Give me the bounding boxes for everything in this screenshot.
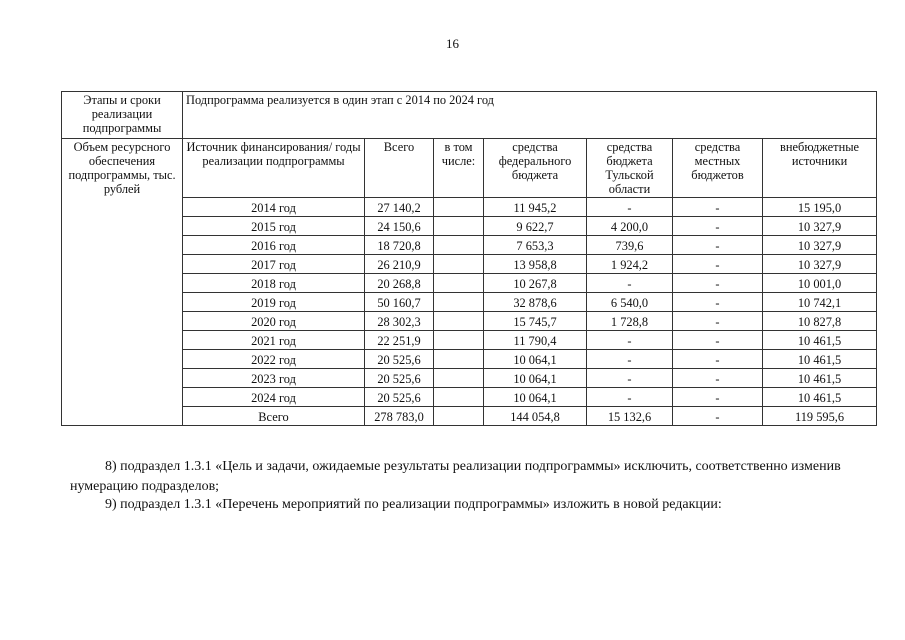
year-cell: 2018 год [183, 274, 365, 293]
including-cell [434, 274, 484, 293]
year-cell: 2016 год [183, 236, 365, 255]
local-cell: - [673, 198, 763, 217]
year-cell: Всего [183, 407, 365, 426]
table-row [62, 236, 877, 255]
header-including: в том числе: [434, 139, 484, 198]
local-cell: - [673, 331, 763, 350]
federal-cell: 9 622,7 [484, 217, 587, 236]
federal-cell: 11 790,4 [484, 331, 587, 350]
header-federal: средства федерального бюджета [484, 139, 587, 198]
extra-cell: 10 001,0 [763, 274, 877, 293]
local-cell: - [673, 274, 763, 293]
extra-cell: 10 327,9 [763, 236, 877, 255]
extra-cell: 10 461,5 [763, 331, 877, 350]
including-cell [434, 312, 484, 331]
header-extra: внебюджетные источники [763, 139, 877, 198]
extra-cell: 119 595,6 [763, 407, 877, 426]
local-cell: - [673, 407, 763, 426]
paragraph-9: 9) подраздел 1.3.1 «Перечень мероприятий по реализации подпрограммы» изложить в новой редакции: [105, 497, 722, 512]
table-row [62, 217, 877, 236]
table-row [62, 274, 877, 293]
stages-label: Этапы и сроки реализации подпрограммы [62, 92, 183, 139]
local-cell: - [673, 217, 763, 236]
regional-cell: - [587, 388, 673, 407]
total-cell: 22 251,9 [365, 331, 434, 350]
resource-table [61, 91, 877, 426]
year-cell: 2021 год [183, 331, 365, 350]
table-row [62, 293, 877, 312]
including-cell [434, 293, 484, 312]
extra-cell: 10 461,5 [763, 388, 877, 407]
federal-cell: 32 878,6 [484, 293, 587, 312]
page-number: 16 [446, 36, 459, 51]
total-cell: 20 525,6 [365, 388, 434, 407]
table-row [62, 369, 877, 388]
table-row [62, 350, 877, 369]
extra-cell: 10 327,9 [763, 217, 877, 236]
local-cell: - [673, 312, 763, 331]
year-cell: 2014 год [183, 198, 365, 217]
federal-cell: 10 267,8 [484, 274, 587, 293]
table-row [62, 198, 877, 217]
regional-cell: 1 924,2 [587, 255, 673, 274]
extra-cell: 15 195,0 [763, 198, 877, 217]
federal-cell: 13 958,8 [484, 255, 587, 274]
extra-cell: 10 827,8 [763, 312, 877, 331]
federal-cell: 11 945,2 [484, 198, 587, 217]
local-cell: - [673, 369, 763, 388]
including-cell [434, 369, 484, 388]
regional-cell: 1 728,8 [587, 312, 673, 331]
table-row [62, 407, 877, 426]
regional-cell: - [587, 331, 673, 350]
local-cell: - [673, 293, 763, 312]
extra-cell: 10 461,5 [763, 369, 877, 388]
including-cell [434, 388, 484, 407]
table-row [62, 388, 877, 407]
year-cell: 2019 год [183, 293, 365, 312]
total-cell: 18 720,8 [365, 236, 434, 255]
regional-cell: - [587, 198, 673, 217]
year-cell: 2023 год [183, 369, 365, 388]
extra-cell: 10 461,5 [763, 350, 877, 369]
federal-cell: 144 054,8 [484, 407, 587, 426]
regional-cell: - [587, 274, 673, 293]
including-cell [434, 255, 484, 274]
header-total: Всего [365, 139, 434, 198]
resource-label: Объем ресурсного обеспечения подпрограммы, тыс. рублей [62, 139, 183, 426]
extra-cell: 10 742,1 [763, 293, 877, 312]
federal-cell: 10 064,1 [484, 350, 587, 369]
including-cell [434, 407, 484, 426]
including-cell [434, 217, 484, 236]
federal-cell: 7 653,3 [484, 236, 587, 255]
year-cell: 2015 год [183, 217, 365, 236]
total-cell: 50 160,7 [365, 293, 434, 312]
extra-cell: 10 327,9 [763, 255, 877, 274]
total-cell: 28 302,3 [365, 312, 434, 331]
total-cell: 20 525,6 [365, 369, 434, 388]
regional-cell: 739,6 [587, 236, 673, 255]
including-cell [434, 350, 484, 369]
total-cell: 27 140,2 [365, 198, 434, 217]
total-cell: 278 783,0 [365, 407, 434, 426]
stages-row [62, 92, 877, 139]
stages-text: Подпрограмма реализуется в один этап с 2014 по 2024 год [183, 92, 877, 139]
year-cell: 2017 год [183, 255, 365, 274]
paragraph-8: 8) подраздел 1.3.1 «Цель и задачи, ожидаемые результаты реализации подпрограммы» исключить, соответственно изменив нумерацию подразделов; [70, 459, 841, 494]
table-row [62, 255, 877, 274]
regional-cell: 6 540,0 [587, 293, 673, 312]
year-cell: 2024 год [183, 388, 365, 407]
including-cell [434, 236, 484, 255]
header-regional: средства бюджета Тульской области [587, 139, 673, 198]
including-cell [434, 331, 484, 350]
local-cell: - [673, 350, 763, 369]
table-row [62, 331, 877, 350]
total-cell: 24 150,6 [365, 217, 434, 236]
including-cell [434, 198, 484, 217]
total-cell: 26 210,9 [365, 255, 434, 274]
regional-cell: - [587, 369, 673, 388]
local-cell: - [673, 388, 763, 407]
regional-cell: 4 200,0 [587, 217, 673, 236]
local-cell: - [673, 236, 763, 255]
total-cell: 20 268,8 [365, 274, 434, 293]
federal-cell: 10 064,1 [484, 369, 587, 388]
header-source: Источник финансирования/ годы реализации подпрограммы [183, 139, 365, 198]
year-cell: 2022 год [183, 350, 365, 369]
header-local: средства местных бюджетов [673, 139, 763, 198]
regional-cell: - [587, 350, 673, 369]
local-cell: - [673, 255, 763, 274]
federal-cell: 10 064,1 [484, 388, 587, 407]
total-cell: 20 525,6 [365, 350, 434, 369]
year-cell: 2020 год [183, 312, 365, 331]
federal-cell: 15 745,7 [484, 312, 587, 331]
table-row [62, 312, 877, 331]
regional-cell: 15 132,6 [587, 407, 673, 426]
header-row [62, 139, 877, 198]
